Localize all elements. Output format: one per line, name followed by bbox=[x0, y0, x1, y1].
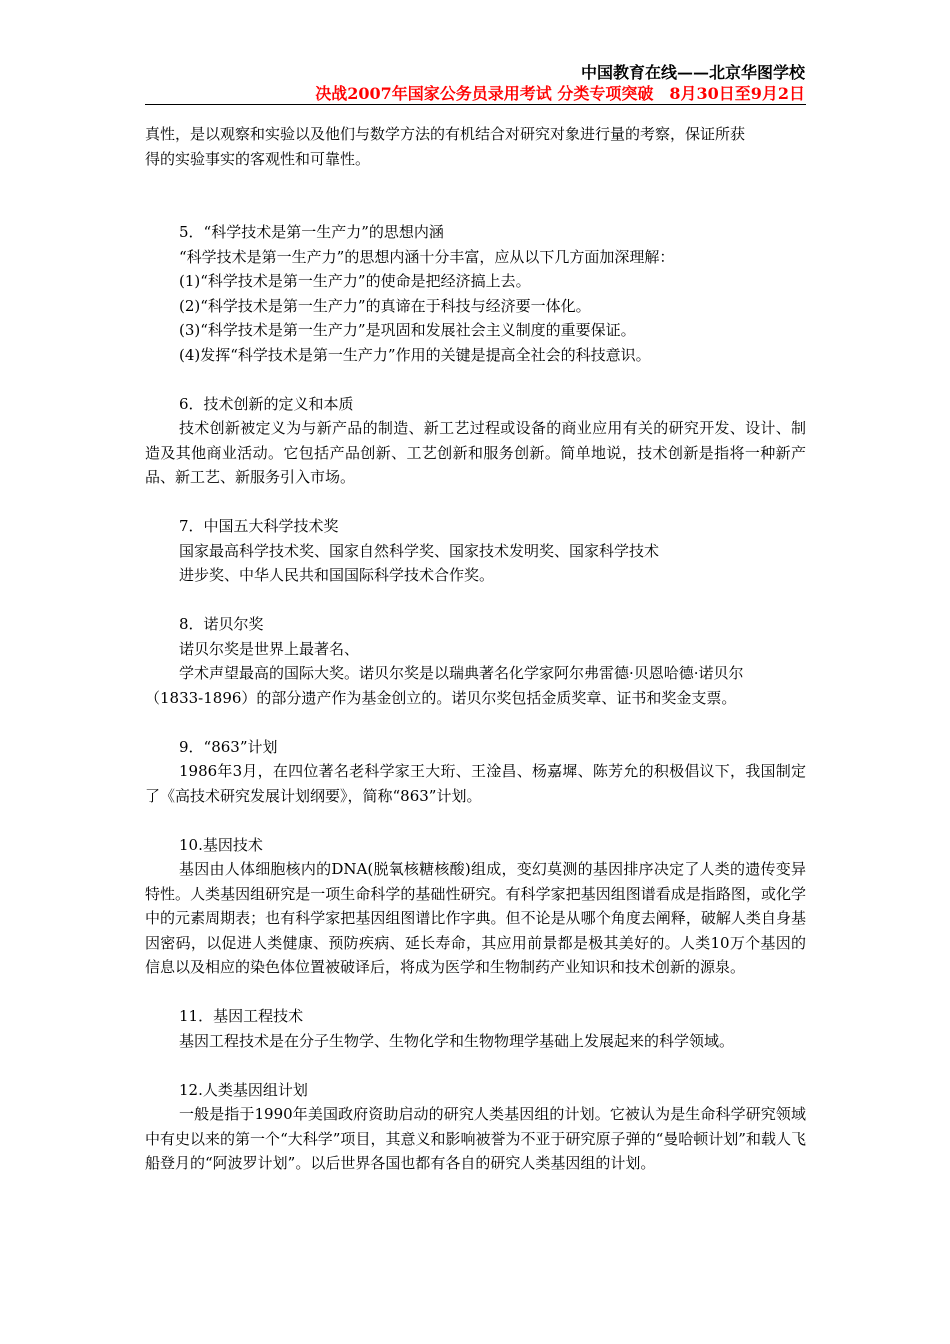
intro-line-2: 得的实验事实的客观性和可靠性。 bbox=[145, 149, 371, 168]
section-5-title: 5．“科学技术是第一生产力”的思想内涵 bbox=[179, 223, 444, 241]
section-12-title: 12.人类基因组计划 bbox=[179, 1080, 308, 1099]
section-9-text: 1986年3月，在四位著名老科学家王大珩、王淦昌、杨嘉墀、陈芳允的积极倡议下，我国制定了《高技术研究发展计划纲要》，简称“863”计划。 bbox=[145, 762, 806, 805]
header-divider bbox=[145, 104, 806, 105]
section-5-item-3: (3)“科学技术是第一生产力”是巩固和发展社会主义制度的重要保证。 bbox=[179, 321, 636, 339]
section-9-title: 9．“863”计划 bbox=[179, 737, 278, 756]
page-header bbox=[145, 62, 805, 104]
section-7-line-1: 国家最高科学技术奖、国家自然科学奖、国家技术发明奖、国家科学技术 bbox=[179, 541, 660, 560]
section-7-title: 7．中国五大科学技术奖 bbox=[179, 517, 339, 535]
section-11-title: 11．基因工程技术 bbox=[179, 1007, 304, 1025]
section-8-line-1: 诺贝尔奖是世界上最著名、 bbox=[179, 639, 360, 658]
section-7-line-2: 进步奖、中华人民共和国国际科学技术合作奖。 bbox=[179, 566, 495, 584]
section-8-line-2: 学术声望最高的国际大奖。诺贝尔奖是以瑞典著名化学家阿尔弗雷德·贝恩哈德·诺贝尔 bbox=[179, 664, 744, 682]
intro-line-1: 真性，是以观察和实验以及他们与数学方法的有机结合对研究对象进行量的考察，保证所获 bbox=[145, 125, 746, 143]
header-exam-banner: 决战2007年国家公务员录用考试 分类专项突破 8月30日至9月2日 bbox=[315, 84, 805, 103]
section-8-line-3: （1833-1896）的部分遗产作为基金创立的。诺贝尔奖包括金质奖章、证书和奖金支票。 bbox=[145, 688, 737, 707]
document-body bbox=[145, 122, 806, 1176]
section-8-title: 8．诺贝尔奖 bbox=[179, 615, 264, 633]
section-5-item-2: (2)“科学技术是第一生产力”的真谛在于科技与经济要一体化。 bbox=[179, 296, 591, 315]
section-6-text: 技术创新被定义为与新产品的制造、新工艺过程或设备的商业应用有关的研究开发、设计、制造及其他商业活动。它包括产品创新、工艺创新和服务创新。简单地说，技术创新是指将一种新产品、新工艺、新服务引入市场。 bbox=[145, 419, 806, 486]
header-org: 中国教育在线——北京华图学校 bbox=[580, 63, 805, 82]
section-5-lead: “科学技术是第一生产力”的思想内涵十分丰富，应从以下几方面加深理解： bbox=[179, 247, 675, 266]
section-12-text: 一般是指于1990年美国政府资助启动的研究人类基因组的计划。它被认为是生命科学研究领域中有史以来的第一个“大科学”项目，其意义和影响被誉为不亚于研究原子弹的“曼哈顿计划”和载人飞船登月的“阿波罗计划”。以后世界各国也都有各自的研究人类基因组的计划。 bbox=[145, 1105, 806, 1172]
section-5-item-1: (1)“科学技术是第一生产力”的使命是把经济搞上去。 bbox=[179, 272, 531, 290]
section-5-item-4: (4)发挥“科学技术是第一生产力”作用的关键是提高全社会的科技意识。 bbox=[179, 345, 651, 364]
section-10-title: 10.基因技术 bbox=[179, 835, 263, 854]
section-6-title: 6．技术创新的定义和本质 bbox=[179, 394, 354, 413]
section-11-text: 基因工程技术是在分子生物学、生物化学和生物物理学基础上发展起来的科学领域。 bbox=[179, 1031, 735, 1050]
section-10-text: 基因由人体细胞核内的DNA(脱氧核糖核酸)组成，变幻莫测的基因排序决定了人类的遗传变异特性。人类基因组研究是一项生命科学的基础性研究。有科学家把基因组图谱看成是指路图，或化学中的元素周期表；也有科学家把基因组图谱比作字典。但不论是从哪个角度去阐释，破解人类自身基因密码，以促进人类健康、预防疾病、延长寿命，其应用前景都是极其美好的。人类10万个基因的信息以及相应的染色体位置被破译后，将成为医学和生物制药产业知识和技术创新的源泉。 bbox=[145, 860, 806, 976]
